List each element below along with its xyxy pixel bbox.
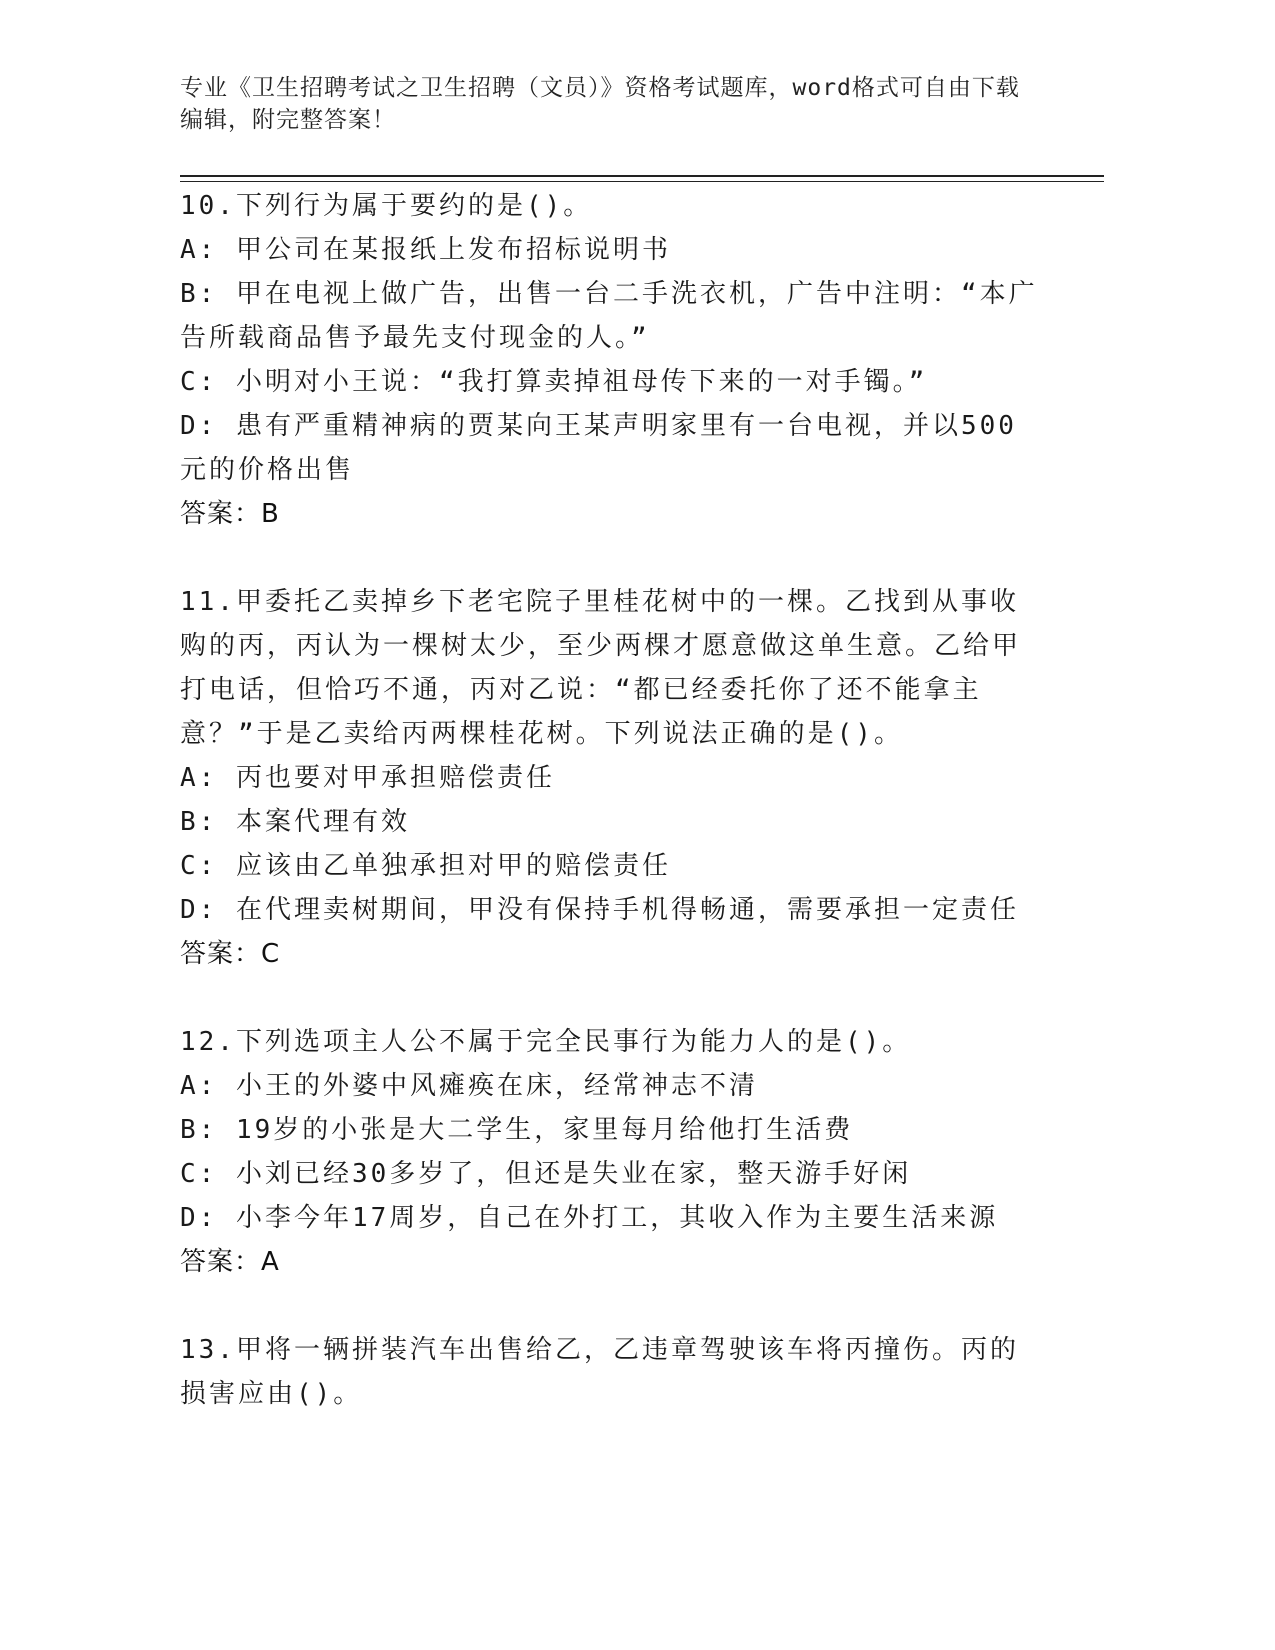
answer-label: 答案：A: [180, 1247, 280, 1277]
header-divider-thick: [180, 175, 1104, 177]
option-a: A: 丙也要对甲承担赔偿责任: [180, 763, 555, 793]
question-stem: 13.甲将一辆拼装汽车出售给乙，乙违章驾驶该车将丙撞伤。丙的损害应由()。: [180, 1335, 1019, 1409]
question-list: [180, 184, 1040, 1460]
question-12: [180, 1020, 1040, 1284]
option-a: A: 小王的外婆中风瘫痪在床，经常神志不清: [180, 1071, 758, 1101]
header-line-1: 专业《卫生招聘考试之卫生招聘（文员）》资格考试题库，word格式可自由下载: [180, 75, 1020, 101]
question-10: [180, 184, 1040, 536]
option-b: B: 本案代理有效: [180, 807, 410, 837]
header-line-2: 编辑，附完整答案！: [180, 107, 396, 133]
question-stem: 10.下列行为属于要约的是()。: [180, 191, 593, 221]
option-d: D: 小李今年17周岁，自己在外打工，其收入作为主要生活来源: [180, 1203, 999, 1233]
answer-label: 答案：C: [180, 939, 281, 969]
question-stem: 12.下列选项主人公不属于完全民事行为能力人的是()。: [180, 1027, 912, 1057]
question-11: [180, 580, 1040, 976]
question-13: [180, 1328, 1040, 1416]
option-c: C: 小刘已经30多岁了，但还是失业在家，整天游手好闲: [180, 1159, 912, 1189]
page-header: [180, 72, 1060, 136]
option-d: D: 在代理卖树期间，甲没有保持手机得畅通，需要承担一定责任: [180, 895, 1019, 925]
option-b: B: 甲在电视上做广告，出售一台二手洗衣机，广告中注明：“本广告所载商品售予最先支付现金的人。”: [180, 279, 1038, 353]
answer-label: 答案：B: [180, 499, 280, 529]
option-c: C: 小明对小王说：“我打算卖掉祖母传下来的一对手镯。”: [180, 367, 928, 397]
header-divider-thin: [180, 181, 1104, 182]
option-d: D: 患有严重精神病的贾某向王某声明家里有一台电视，并以500元的价格出售: [180, 411, 1017, 485]
option-c: C: 应该由乙单独承担对甲的赔偿责任: [180, 851, 671, 881]
question-stem: 11.甲委托乙卖掉乡下老宅院子里桂花树中的一棵。乙找到从事收购的丙，丙认为一棵树太少，至少两棵才愿意做这单生意。乙给甲打电话，但恰巧不通，丙对乙说：“都已经委托你了还不能拿主意？”于是乙卖给丙两棵桂花树。下列说法正确的是()。: [180, 587, 1022, 749]
option-a: A: 甲公司在某报纸上发布招标说明书: [180, 235, 671, 265]
option-b: B: 19岁的小张是大二学生，家里每月给他打生活费: [180, 1115, 854, 1145]
